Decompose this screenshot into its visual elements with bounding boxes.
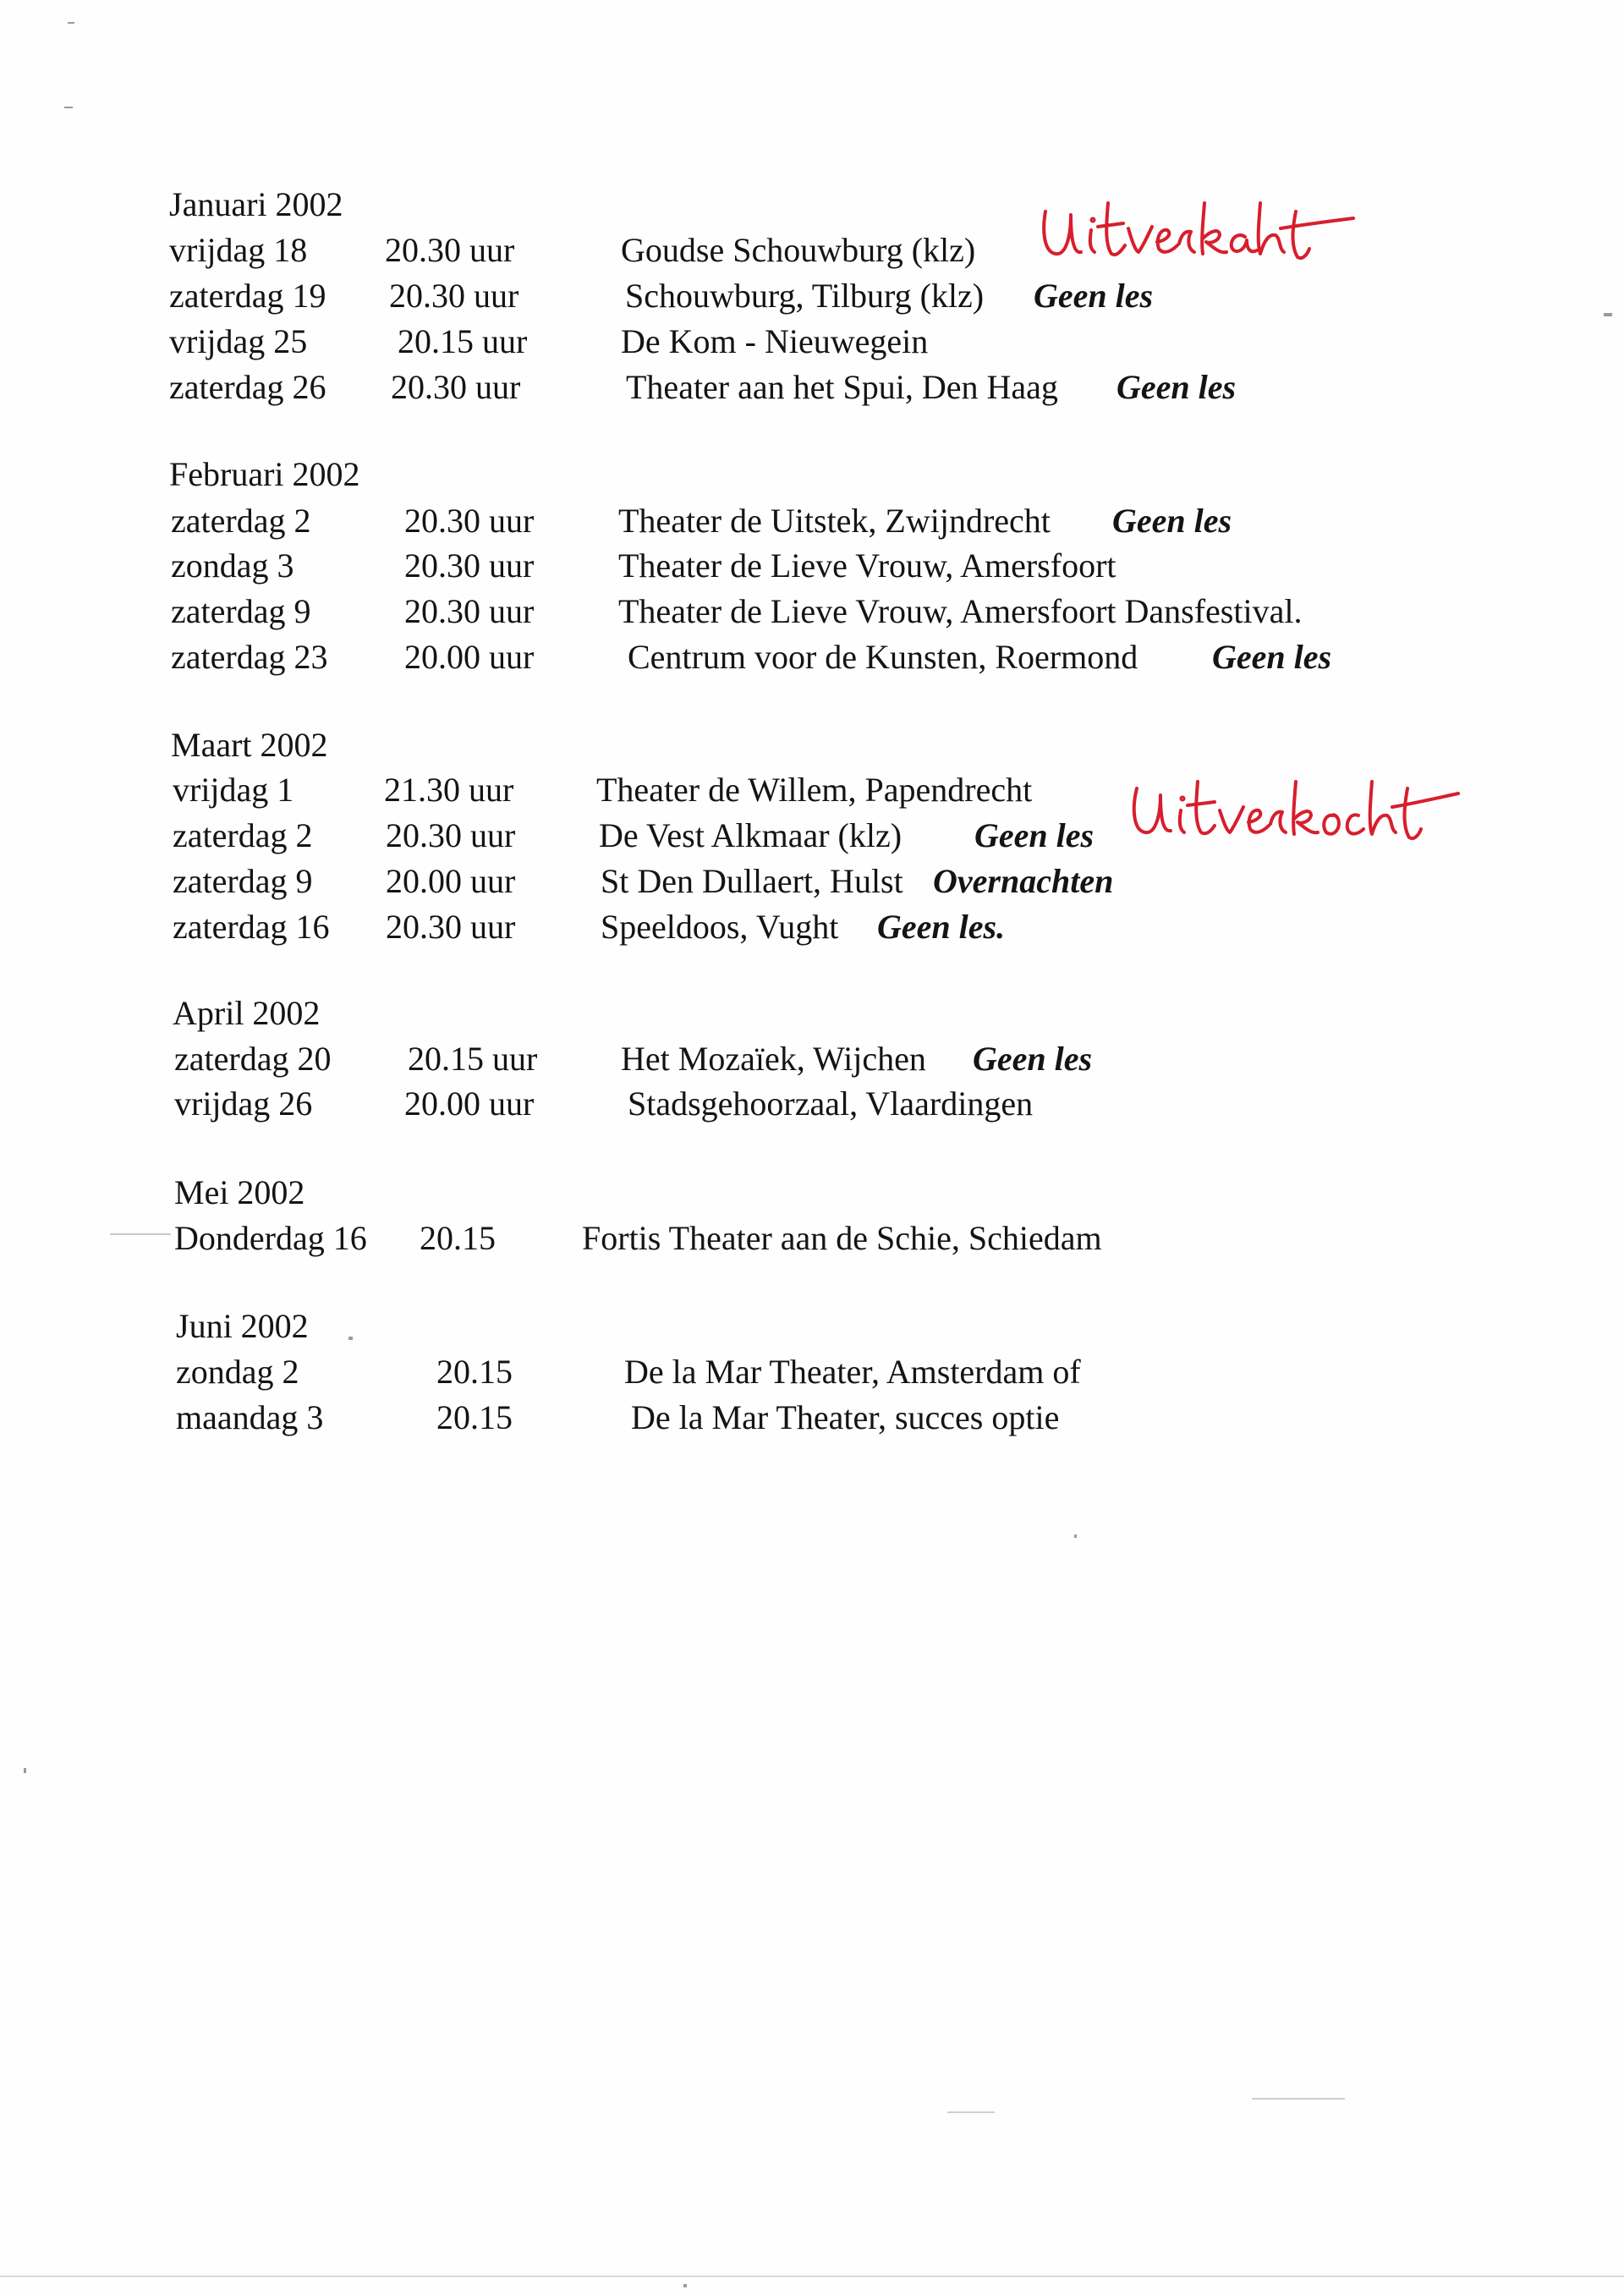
schedule-row — [0, 318, 1624, 365]
row-venue: De Kom - Nieuwegein — [621, 322, 929, 360]
handwritten-sold-out-annotation — [1125, 758, 1463, 851]
schedule-row — [0, 588, 1624, 635]
row-venue: Het Mozaïek, Wijchen — [621, 1040, 926, 1078]
row-note: Geen les. — [877, 908, 1006, 946]
scan-streak — [947, 2111, 995, 2113]
row-venue: Goudse Schouwburg (klz) — [621, 231, 976, 269]
row-time: 20.00 uur — [404, 1084, 535, 1123]
row-note: Geen les — [1034, 277, 1154, 315]
row-day: zaterdag 16 — [173, 908, 330, 946]
row-day: maandag 3 — [176, 1398, 324, 1436]
row-day: zaterdag 2 — [171, 502, 311, 540]
row-day: vrijdag 26 — [174, 1084, 313, 1123]
row-time: 20.00 uur — [404, 638, 535, 676]
row-day: Donderdag 16 — [174, 1219, 367, 1257]
scan-speck — [1604, 313, 1612, 316]
schedule-row — [0, 364, 1624, 411]
row-venue: De la Mar Theater, Amsterdam of — [624, 1353, 1081, 1391]
row-time: 20.30 uur — [386, 908, 516, 946]
row-day: zaterdag 26 — [169, 368, 326, 406]
row-time: 21.30 uur — [384, 771, 514, 809]
row-venue: De la Mar Theater, succes optie — [631, 1398, 1060, 1436]
scan-bottom-edge — [0, 2276, 1624, 2277]
row-venue: Theater de Uitstek, Zwijndrecht — [618, 502, 1051, 540]
row-time: 20.30 uur — [404, 546, 535, 585]
row-day: zondag 3 — [171, 546, 294, 585]
scan-streak — [110, 1233, 171, 1235]
row-time: 20.15 — [420, 1219, 496, 1257]
schedule-row — [0, 1215, 1624, 1262]
schedule-row — [0, 497, 1624, 545]
schedule-row — [0, 634, 1624, 681]
scan-streak — [1252, 2098, 1345, 2100]
month-heading-mei: Mei 2002 — [174, 1173, 305, 1211]
row-time: 20.30 uur — [386, 816, 516, 854]
row-time: 20.15 — [436, 1398, 513, 1436]
row-day: vrijdag 18 — [169, 231, 308, 269]
row-venue: De Vest Alkmaar (klz) — [599, 816, 903, 854]
row-day: zondag 2 — [176, 1353, 299, 1391]
row-day: zaterdag 23 — [171, 638, 328, 676]
row-day: zaterdag 20 — [174, 1040, 332, 1078]
schedule-row — [0, 1348, 1624, 1396]
row-note: Overnachten — [933, 862, 1114, 900]
row-note: Geen les — [973, 1040, 1093, 1078]
row-time: 20.30 uur — [391, 368, 521, 406]
row-note: Geen les — [1116, 368, 1237, 406]
schedule-row — [0, 1035, 1624, 1083]
row-venue: Theater aan het Spui, Den Haag — [626, 368, 1058, 406]
scan-speck — [348, 1337, 353, 1340]
schedule-row — [0, 1080, 1624, 1128]
row-time: 20.30 uur — [404, 502, 535, 540]
row-time: 20.15 uur — [408, 1040, 538, 1078]
handwritten-sold-out-annotation — [1039, 178, 1360, 271]
row-day: vrijdag 25 — [169, 322, 308, 360]
schedule-row — [0, 227, 1624, 274]
row-note: Geen les — [974, 816, 1095, 854]
row-day: zaterdag 9 — [173, 862, 313, 900]
scan-speck — [1074, 1535, 1077, 1538]
schedule-row — [0, 542, 1624, 590]
row-venue: Schouwburg, Tilburg (klz) — [625, 277, 985, 315]
scan-speck — [64, 107, 73, 108]
row-time: 20.30 uur — [389, 277, 519, 315]
row-venue: Theater de Lieve Vrouw, Amersfoort Dansfestival. — [618, 592, 1303, 630]
scan-speck — [68, 22, 74, 24]
row-time: 20.15 — [436, 1353, 513, 1391]
scan-speck — [24, 1768, 26, 1773]
month-heading-januari: Januari 2002 — [169, 185, 343, 223]
row-venue: Theater de Lieve Vrouw, Amersfoort — [618, 546, 1116, 585]
schedule-row — [0, 1394, 1624, 1441]
row-venue: Stadsgehoorzaal, Vlaardingen — [628, 1084, 1034, 1123]
row-day: zaterdag 19 — [169, 277, 326, 315]
row-time: 20.30 uur — [385, 231, 515, 269]
row-note: Geen les — [1112, 502, 1232, 540]
schedule-row — [0, 858, 1624, 905]
row-venue: Centrum voor de Kunsten, Roermond — [628, 638, 1138, 676]
row-venue: Theater de Willem, Papendrecht — [596, 771, 1033, 809]
row-day: vrijdag 1 — [173, 771, 294, 809]
row-time: 20.00 uur — [386, 862, 516, 900]
row-venue: Speeldoos, Vught — [601, 908, 839, 946]
row-day: zaterdag 2 — [173, 816, 313, 854]
scan-speck — [683, 2284, 687, 2287]
month-heading-juni: Juni 2002 — [176, 1307, 309, 1345]
row-venue: Fortis Theater aan de Schie, Schiedam — [582, 1219, 1102, 1257]
row-day: zaterdag 9 — [171, 592, 311, 630]
schedule-row — [0, 272, 1624, 320]
row-venue: St Den Dullaert, Hulst — [601, 862, 903, 900]
row-note: Geen les — [1212, 638, 1332, 676]
month-heading-februari: Februari 2002 — [169, 455, 360, 493]
month-heading-april: April 2002 — [173, 994, 321, 1032]
row-time: 20.15 uur — [398, 322, 528, 360]
row-time: 20.30 uur — [404, 592, 535, 630]
schedule-row — [0, 903, 1624, 951]
month-heading-maart: Maart 2002 — [171, 726, 328, 764]
